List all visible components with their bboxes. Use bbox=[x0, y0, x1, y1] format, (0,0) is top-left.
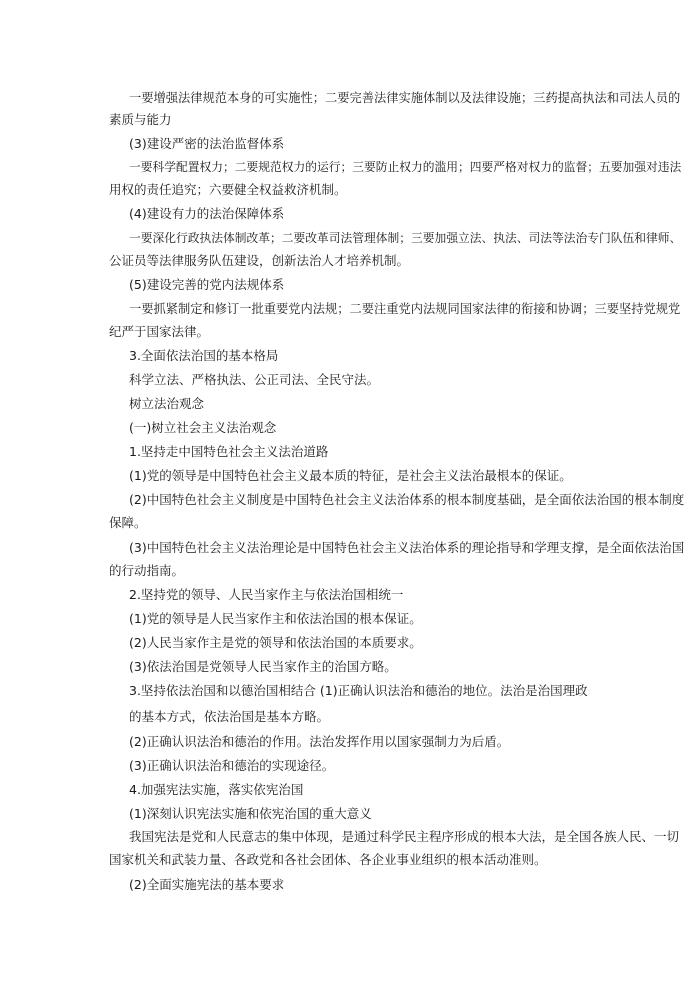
paragraph-line: 纪严于国家法律。 bbox=[109, 324, 210, 339]
paragraph-line: 科学立法、严格执法、公正司法、全民守法。 bbox=[129, 372, 380, 387]
paragraph-line: 我国宪法是党和人民意志的集中体现，是通过科学民主程序形成的根本大法，是全国各族人民、一切 bbox=[129, 829, 680, 844]
paragraph-line: 的行动指南。 bbox=[109, 563, 185, 578]
paragraph-line: (2)正确认识法治和德治的作用。法治发挥作用以国家强制力为后盾。 bbox=[129, 734, 510, 749]
section-heading: 3.全面依法治国的基本格局 bbox=[129, 348, 279, 363]
paragraph-line: (3)依法治国是党领导人民当家作主的治国方略。 bbox=[129, 659, 397, 674]
section-heading: (1)深刻认识宪法实施和依宪治国的重大意义 bbox=[129, 806, 372, 821]
paragraph-line: (2)人民当家作主是党的领导和依法治国的本质要求。 bbox=[129, 635, 422, 650]
paragraph-line: (1)党的领导是中国特色社会主义最本质的特征，是社会主义法治最根本的保证。 bbox=[129, 468, 572, 483]
section-heading: (一)树立社会主义法治观念 bbox=[129, 420, 277, 435]
paragraph-line: (3)中国特色社会主义法治理论是中国特色社会主义法治体系的理论指导和学理支撑，是全面依法治国 bbox=[129, 540, 685, 555]
paragraph-line: 一要科学配置权力；二要规范权力的运行；三要防止权力的滥用；四要严格对权力的监督；五要加强对违法 bbox=[129, 160, 682, 174]
paragraph-line: 的基本方式，依法治国是基本方略。 bbox=[129, 709, 330, 724]
paragraph-line: (3)正确认识法治和德治的实现途径。 bbox=[129, 758, 335, 773]
section-heading: (5)建设完善的党内法规体系 bbox=[129, 277, 285, 292]
paragraph-line: 一要增强法律规范本身的可实施性；二要完善法律实施体制以及法律设施；三药提高执法和司法人员的 bbox=[129, 91, 681, 105]
section-heading: (3)建设严密的法治监督体系 bbox=[129, 136, 285, 151]
section-heading: (2)全面实施宪法的基本要求 bbox=[129, 877, 285, 892]
section-heading: 4.加强宪法实施，落实依宪治国 bbox=[129, 782, 304, 797]
section-heading: 3.坚持依法治国和以德治国相结合 (1)正确认识法治和德治的地位。法治是治国理政 bbox=[129, 683, 588, 698]
paragraph-line: 一要抓紧制定和修订一批重要党内法规；二要注重党内法规同国家法律的衔接和协调；三要坚持党规党 bbox=[129, 302, 681, 316]
section-heading: 2.坚持党的领导、人民当家作主与依法治国相统一 bbox=[129, 587, 404, 602]
section-heading: 1.坚持走中国特色社会主义法治道路 bbox=[129, 444, 329, 459]
paragraph-line: (2)中国特色社会主义制度是中国特色社会主义法治体系的根本制度基础，是全面依法治国的根本制度 bbox=[129, 492, 685, 507]
paragraph-line: 一要深化行政执法体制改革；二要改革司法管理体制；三要加强立法、执法、司法等法治专门队伍和律师、 bbox=[129, 231, 682, 245]
paragraph-line: 国家机关和武装力量、各政党和各社会团体、各企业事业组织的根本活动准则。 bbox=[109, 852, 547, 867]
section-heading: 树立法治观念 bbox=[129, 396, 205, 411]
paragraph-line: 保障。 bbox=[109, 515, 147, 530]
paragraph-line: 用权的责任追究；六要健全权益救济机制。 bbox=[109, 182, 347, 197]
paragraph-line: 素质与能力 bbox=[109, 112, 172, 127]
paragraph-line: 公证员等法律服务队伍建设，创新法治人才培养机制。 bbox=[109, 253, 410, 268]
section-heading: (4)建设有力的法治保障体系 bbox=[129, 206, 285, 221]
paragraph-line: (1)党的领导是人民当家作主和依法治国的根本保证。 bbox=[129, 611, 422, 626]
